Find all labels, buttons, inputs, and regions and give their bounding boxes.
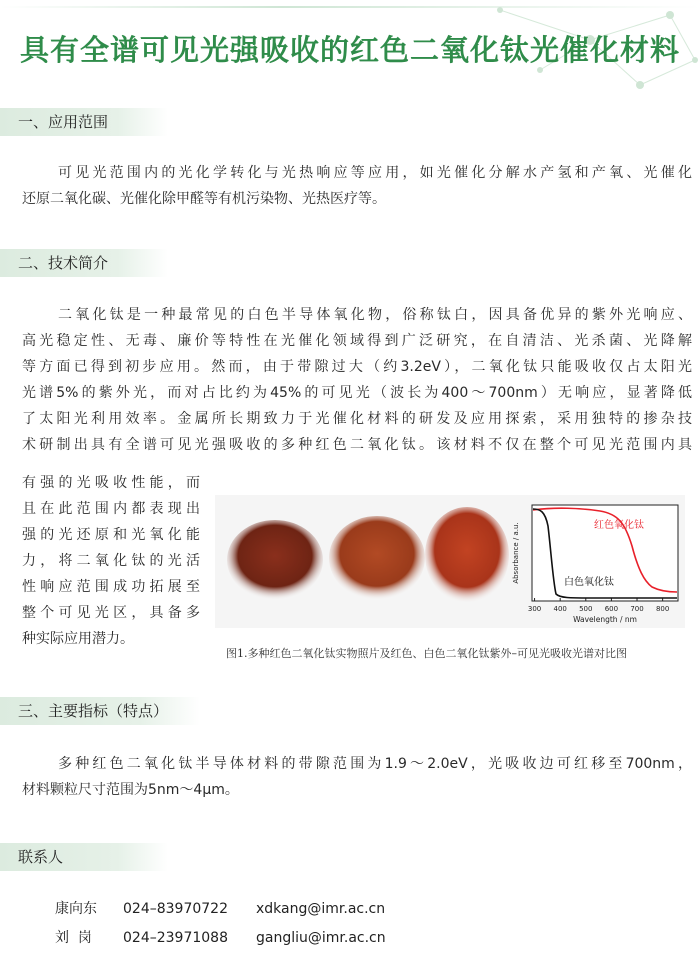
section-heading-scope: 一、应用范围 [0,108,168,136]
text-line: 高光稳定性、无毒、廉价等特性在光催化领域得到广泛研究，在自清洁、光杀菌、光降解 [22,333,692,349]
chart-x-tick: 500 [579,605,593,613]
contact-phone: 024–23971088 [123,930,228,946]
contact-email[interactable]: xdkang@imr.ac.cn [256,901,386,917]
text-line: 术研制出具有全谱可见光强吸收的多种红色二氧化钛。该材料不仅在整个可见光范围内具 [22,437,692,453]
text-line: 可见光范围内的光化学转化与光热响应等应用，如光催化分解水产氢和产氧、光催化 [58,165,692,181]
text-line: 种实际应用潜力。 [22,631,134,647]
text-line: 有强的光吸收性能，而 [22,475,200,491]
red-titania-label: 红色氧化钛 [594,520,644,531]
absorption-spectrum-chart [510,501,682,625]
section-heading-specs: 三、主要指标（特点） [0,697,200,725]
text-line: 还原二氧化碳、光催化除甲醛等有机污染物、光热医疗等。 [22,191,386,207]
contact-name: 刘 岗 [55,930,92,946]
text-line: 了太阳光利用效率。金属所长期致力于光催化材料的研发及应用探索，采用独特的掺杂技 [22,411,692,427]
contact-email[interactable]: gangliu@imr.ac.cn [256,930,386,946]
text-line: 性响应范围成功拓展至 [22,579,200,595]
text-line: 材料颗粒尺寸范围为5nm～4μm。 [22,782,239,798]
figure-caption: 图1.多种红色二氧化钛实物照片及红色、白色二氧化钛紫外–可见光吸收光谱对比图 [226,647,627,660]
contact-phone: 024–83970722 [123,901,228,917]
section-tech-body [22,302,692,458]
text-line: 多种红色二氧化钛半导体材料的带隙范围为1.9～2.0eV，光吸收边可红移至700nm， [58,756,692,772]
powder-photo-brown-red [327,510,427,602]
chart-x-label: Wavelength / nm [573,615,637,624]
white-titania-label: 白色氧化钛 [564,577,614,588]
figure-panel [215,495,685,628]
contact-row [55,898,385,918]
chart-x-tick: 300 [527,605,542,613]
chart-x-tick: 800 [655,605,670,613]
text-line: 且在此范围内都表现出 [22,501,200,517]
section-heading-contacts: 联系人 [0,843,168,871]
text-line: 等方面已得到初步应用。然而，由于带隙过大（约3.2eV），二氧化钛只能吸收仅占太阳光 [22,359,692,375]
text-line: 力，将二氧化钛的光活 [22,553,200,569]
chart-y-label: Absorbance / a.u. [512,522,520,584]
text-line: 二氧化钛是一种最常见的白色半导体氧化物，俗称钛白，因具备优异的紫外光响应、 [58,307,692,323]
page-title: 具有全谱可见光强吸收的红色二氧化钛光催化材料 [19,33,680,67]
powder-photo-dark-red [225,513,325,603]
text-line: 整个可见光区，具备多 [22,605,200,621]
chart-x-tick: 600 [604,605,619,613]
section-heading-tech: 二、技术简介 [0,249,168,277]
section-specs-body [22,751,692,803]
text-line: 光谱5%的紫外光，而对占比约为45%的可见光（波长为400～700nm）无响应，显著降低 [22,385,692,401]
powder-photo-bright-red [423,503,511,607]
contact-name: 康向东 [55,901,97,917]
chart-x-tick: 400 [553,605,567,613]
section-scope-body [22,160,692,212]
section-tech-side-body [22,470,200,652]
contact-row [55,927,386,947]
text-line: 强的光还原和光氧化能 [22,527,200,543]
chart-x-tick: 700 [630,605,644,613]
